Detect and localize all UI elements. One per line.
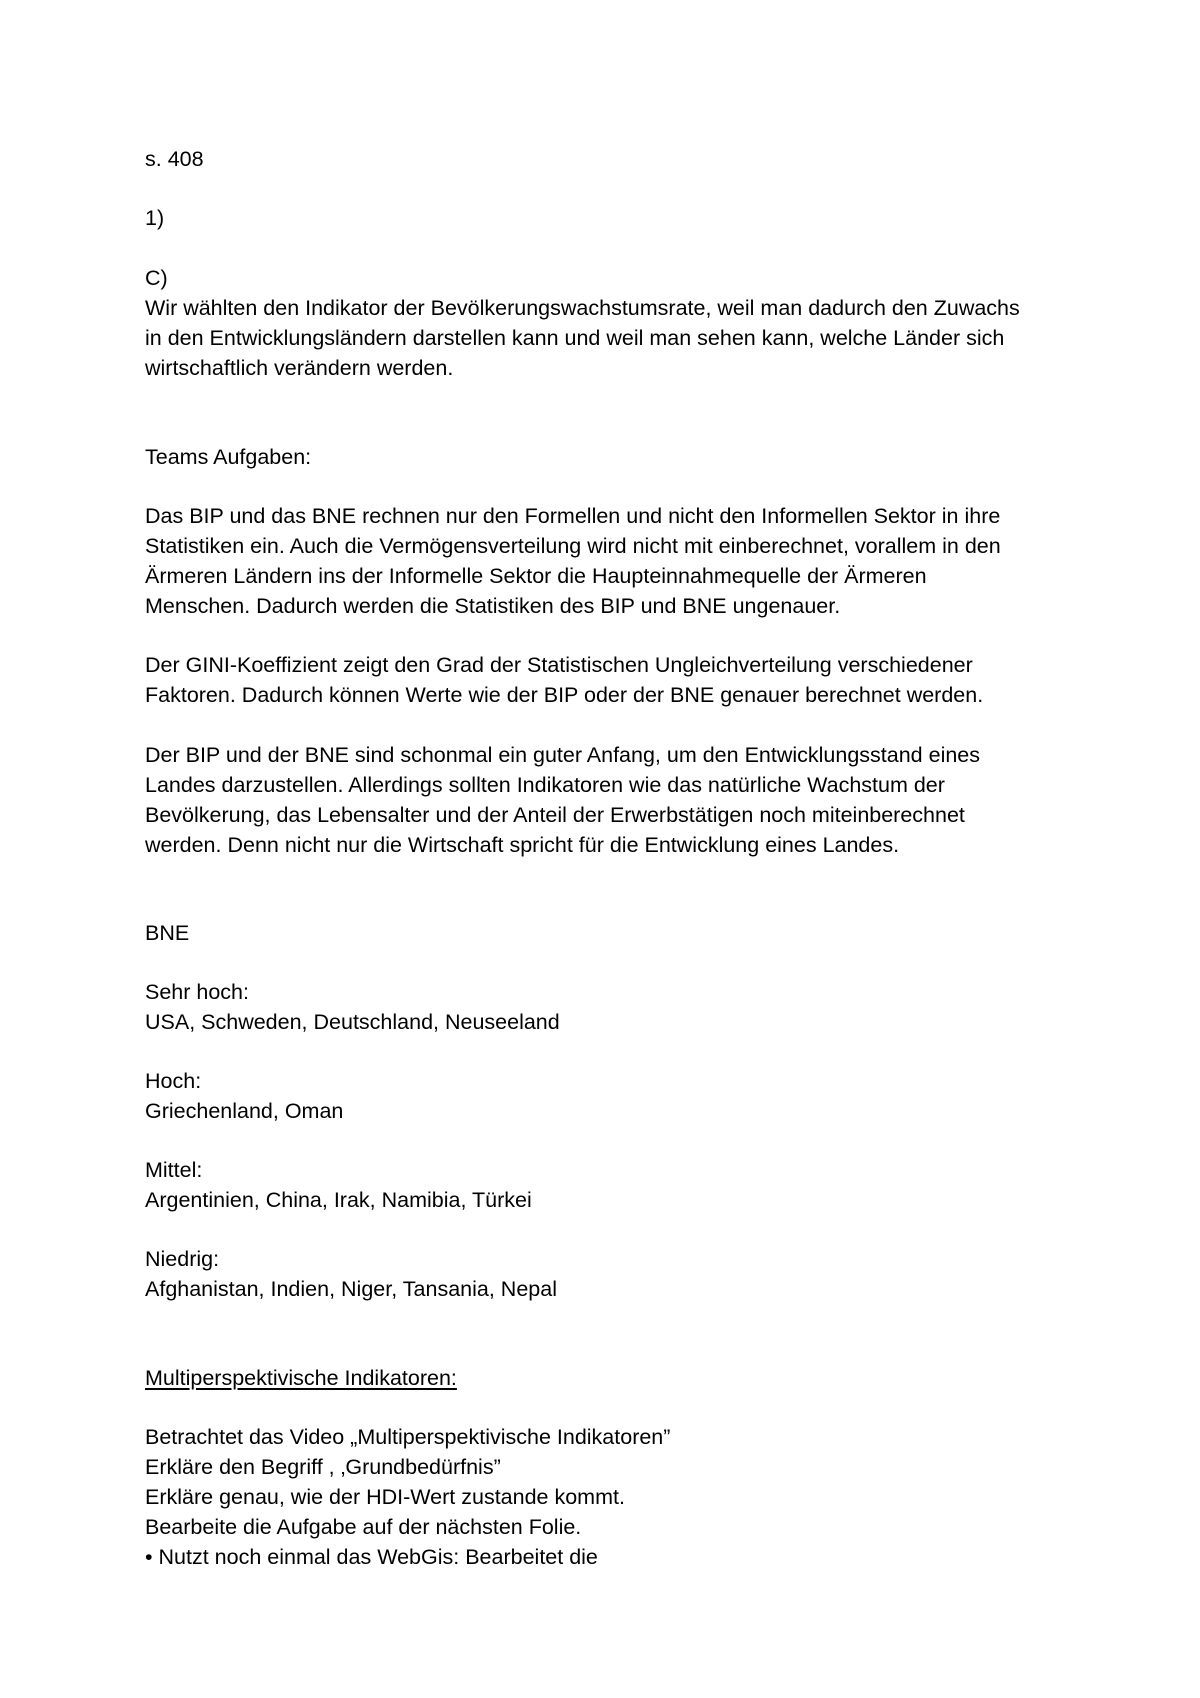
category-label: Mittel:: [145, 1158, 203, 1182]
text-line: Bevölkerung, das Lebensalter und der Anteil der Erwerbstätigen noch miteinberechnet: [145, 803, 965, 827]
text-line: Faktoren. Dadurch können Werte wie der BIP oder der BNE genauer berechnet werden.: [145, 683, 984, 707]
task-letter: C): [145, 266, 168, 290]
category-label: Hoch:: [145, 1069, 202, 1093]
category-countries: USA, Schweden, Deutschland, Neuseeland: [145, 1010, 560, 1034]
category-high: [145, 1066, 343, 1126]
text-line: Der GINI-Koeffizient zeigt den Grad der Statistischen Ungleichverteilung verschiedener: [145, 653, 973, 677]
page-reference: s. 408: [145, 147, 204, 171]
category-countries: Griechenland, Oman: [145, 1099, 344, 1123]
text-line: Der BIP und der BNE sind schonmal ein guter Anfang, um den Entwicklungsstand eines: [145, 743, 981, 767]
text-line: Menschen. Dadurch werden die Statistiken des BIP und BNE ungenauer.: [145, 594, 841, 618]
paragraph-conclusion: [145, 740, 980, 860]
text-line: Landes darzustellen. Allerdings sollten Indikatoren wie das natürliche Wachstum der: [145, 773, 945, 797]
multi-heading: Multiperspektivische Indikatoren:: [145, 1366, 457, 1390]
task-line: Bearbeite die Aufgabe auf der nächsten Folie.: [145, 1515, 582, 1539]
text-line: in den Entwicklungsländern darstellen kann und weil man sehen kann, welche Länder sich: [145, 326, 1005, 350]
multi-task-list: [145, 1422, 670, 1572]
task-line: • Nutzt noch einmal das WebGis: Bearbeitet die: [145, 1545, 598, 1569]
category-label: Sehr hoch:: [145, 980, 249, 1004]
bne-heading: BNE: [145, 921, 190, 945]
answer-c-paragraph: [145, 293, 1020, 383]
text-line: werden. Denn nicht nur die Wirtschaft spricht für die Entwicklung eines Landes.: [145, 833, 900, 857]
category-countries: Argentinien, China, Irak, Namibia, Türkei: [145, 1188, 532, 1212]
category-medium: [145, 1155, 532, 1215]
category-low: [145, 1244, 557, 1304]
teams-heading: Teams Aufgaben:: [145, 445, 312, 469]
text-line: Statistiken ein. Auch die Vermögensverteilung wird nicht mit einberechnet, vorallem in den: [145, 534, 1001, 558]
category-very-high: [145, 977, 560, 1037]
text-line: Ärmeren Ländern ins der Informelle Sektor die Haupteinnahmequelle der Ärmeren: [145, 564, 927, 588]
paragraph-bip-bne: [145, 501, 1001, 621]
task-line: Betrachtet das Video „Multiperspektivische Indikatoren”: [145, 1425, 671, 1449]
text-line: Das BIP und das BNE rechnen nur den Formellen und nicht den Informellen Sektor in ihre: [145, 504, 1001, 528]
task-number: 1): [145, 206, 165, 230]
task-line: Erkläre den Begriff , ‚Grundbedürfnis”: [145, 1455, 501, 1479]
paragraph-gini: [145, 650, 983, 710]
text-line: wirtschaftlich verändern werden.: [145, 356, 454, 380]
task-line: Erkläre genau, wie der HDI-Wert zustande kommt.: [145, 1485, 625, 1509]
text-line: Wir wählten den Indikator der Bevölkerungswachstumsrate, weil man dadurch den Zuwachs: [145, 296, 1020, 320]
category-label: Niedrig:: [145, 1247, 220, 1271]
category-countries: Afghanistan, Indien, Niger, Tansania, Nepal: [145, 1277, 557, 1301]
